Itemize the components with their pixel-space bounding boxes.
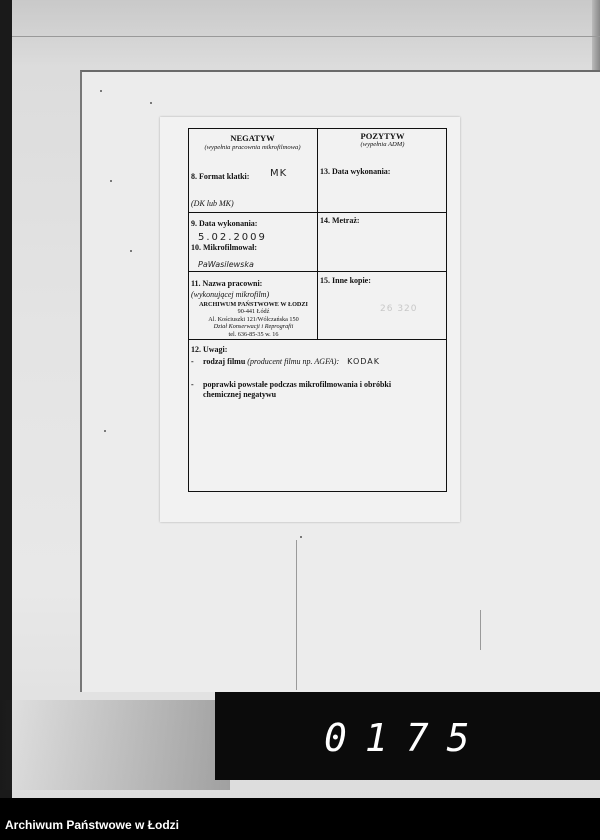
speck <box>150 102 152 104</box>
row-divider <box>188 271 447 272</box>
scratch-line <box>480 610 481 650</box>
scratch-line <box>296 540 297 690</box>
stamp-line-5: tel. 636-85-35 w. 16 <box>228 330 279 338</box>
stamp-line-2: 90-441 Łódź <box>237 308 270 316</box>
field-13-label: 13. Data wykonania: <box>320 167 391 176</box>
speck <box>130 250 132 252</box>
negatyw-subheader: (wypełnia pracownia mikrofilmowa) <box>204 144 301 151</box>
column-divider <box>317 128 318 339</box>
bullet: - <box>191 357 194 366</box>
field-10-value: PaWasilewska <box>198 260 254 269</box>
row-divider <box>188 212 447 213</box>
field-9-label: 9. Data wykonania: <box>191 219 258 228</box>
speck <box>100 90 102 92</box>
pozytyw-header: POZYTYW <box>360 131 405 141</box>
archive-stamp <box>190 301 317 338</box>
field-12-label: 12. Uwagi: <box>191 345 228 354</box>
field-10-label: 10. Mikrofilmował: <box>191 243 258 252</box>
speck <box>104 430 106 432</box>
field-15-value: 26 320 <box>380 304 418 314</box>
footer-archive-name: Archiwum Państwowe w Łodzi <box>5 818 180 832</box>
film-top-line <box>12 36 600 37</box>
speck <box>110 180 112 182</box>
field-8-value: MK <box>270 168 288 179</box>
remark-film-type-hint: (producent filmu np. AGFA): <box>247 357 340 366</box>
speck <box>300 536 302 538</box>
row-divider <box>188 339 447 340</box>
stamp-line-1: ARCHIWUM PAŃSTWOWE W ŁODZI <box>199 301 308 308</box>
pozytyw-subheader: (wypełnia ADM) <box>360 141 405 148</box>
remark-film-type-value: KODAK <box>347 357 380 366</box>
remark-corrections: poprawki powstałe podczas mikrofilmowania i obróbki chemicznej negatywu <box>203 380 392 399</box>
remark-film-type-label: rodzaj filmu <box>203 357 246 366</box>
film-transition-shade <box>0 700 230 790</box>
field-14-label: 14. Metraż: <box>320 216 360 225</box>
stamp-line-3: Al. Kościuszki 121/Wólczańska 150 <box>208 315 299 323</box>
field-9-value: 5.02.2009 <box>198 232 267 243</box>
bullet: - <box>191 380 194 389</box>
negatyw-header: NEGATYW <box>230 133 275 143</box>
frame-counter: 0175 <box>324 716 488 760</box>
field-11-label: 11. Nazwa pracowni: <box>191 279 263 288</box>
field-8-note: (DK lub MK) <box>191 199 234 208</box>
field-15-label: 15. Inne kopie: <box>320 276 371 285</box>
field-8-label: 8. Format klatki: <box>191 172 250 181</box>
remark-film-type <box>203 357 380 366</box>
field-11-sub: (wykonującej mikrofilm) <box>191 290 270 299</box>
stamp-line-4: Dział Konserwacji i Reprografii <box>213 323 294 331</box>
